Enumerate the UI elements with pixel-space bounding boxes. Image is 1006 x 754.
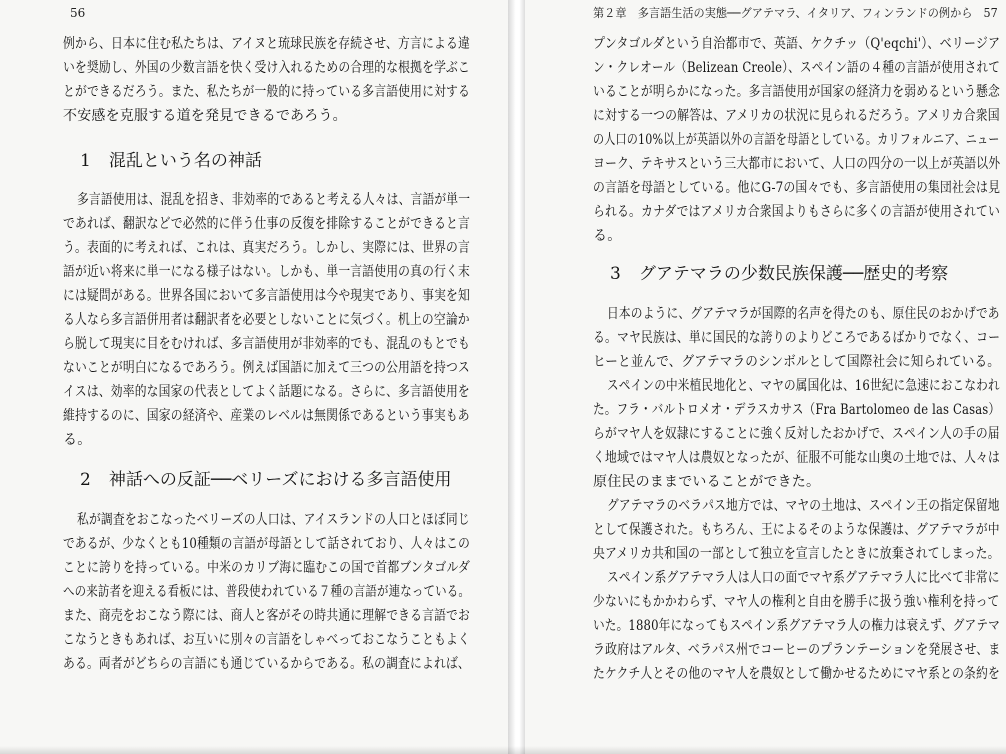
text-line: 原住民のままでいることができた。: [593, 474, 821, 490]
section-title: グアテマラの少数民族保護──歴史的考察: [638, 264, 949, 284]
text-line: ヨーク、テキサスという三大都市において、人口の四分の一以上が英語以外: [593, 156, 1001, 172]
text-line: られる。カナダではアメリカ合衆国よりもさらに多くの言語が使用されてい: [593, 204, 1001, 220]
text-line: の人口の10%以上が英語以外の言語を母語としている。カリフォルニア、ニュー: [593, 132, 1000, 148]
right-page: [525, 0, 1006, 754]
text-line: ら脱して現実に目をむければ、多言語使用が非効率的でも、混乱のもとでも: [63, 336, 471, 352]
text-line: ないことが明白になるであろう。例えば国語に加えて三つの公用語を持つス: [63, 360, 470, 376]
text-line: たケクチ人とその他のマヤ人を農奴として働かせるためにマヤ系との条約を: [593, 666, 1001, 682]
text-line: ヒーと並んで、グアテマラのシンボルとして国際社会に知られている。: [593, 354, 1000, 370]
page-bottom-edge: [0, 746, 1006, 754]
text-line: 不安感を克服する道を発見できるであろう。: [63, 108, 347, 124]
text-line: いることが明らかになった。多言語使用が国家の経済力を弱めるという懸念: [593, 84, 1001, 100]
page-number-right: 57: [983, 6, 998, 20]
section-heading-2: [80, 465, 451, 490]
text-line: として保護された。もちろん、王によるそのような保護は、グアテマラが中: [593, 522, 1000, 538]
section-heading-1: [80, 146, 262, 171]
text-line: 少ないにもかかわらず、マヤ人の権利と自由を勝手に扱う強い権利を持って: [593, 594, 1000, 610]
text-line: いた。1880年になってもスペイン系グアテマラ人の権力は衰えず、グアテマ: [593, 618, 1000, 634]
section-title: 神話への反証──ベリーズにおける多言語使用: [108, 470, 452, 490]
text-line: た。フラ・バルトロメオ・デラスカサス（Fra Bartolomeo de las Casas）: [593, 402, 1001, 418]
text-line: には疑問がある。世界各国において多言語使用は今や現実であり、事実を知: [63, 288, 471, 304]
text-line: く地域ではマヤ人は農奴となったが、征服不可能な山奥の土地では、人々は: [593, 450, 1001, 466]
text-line: スペイン系グアテマラ人は人口の面でマヤ系グアテマラ人に比べて非常に: [607, 570, 1000, 586]
text-line: また、商売をおこなう際には、商人と客がその時共通に理解できる言語でお: [63, 608, 471, 624]
text-line: る。マヤ民族は、単に国民的な誇りのよりどころであるばかりでなく、コー: [593, 330, 1001, 346]
text-line: ラ政府はアルタ、ベラパス州でコーヒーのプランテーションを発展させ、ま: [593, 642, 1001, 658]
text-line: 多言語使用は、混乱を招き、非効率的であると考える人々は、言語が単一: [77, 192, 471, 208]
text-line: の言語を母語としている。他にG-7の国々でも、多言語使用の集団社会は見: [593, 180, 1001, 196]
text-line: う。表面的に考えれば、これは、真実だろう。しかし、実際には、世界の言: [63, 240, 471, 256]
text-line: に対する一つの解答は、アメリカの状況に見られるだろう。アメリカ合衆国: [593, 108, 1000, 124]
section-heading-3: [610, 259, 948, 284]
text-line: スペインの中米植民地化と、マヤの属国化は、16世紀に急速におこなわれ: [607, 378, 1000, 394]
section-title: 混乱という名の神話: [108, 151, 262, 171]
text-line: ン・クレオール（Belizean Creole）、スペイン語の４種の言語が使用されて: [593, 60, 1001, 76]
text-line: 央アメリカ共和国の一部として独立を宣言したときに放棄されてしまった。: [593, 546, 1000, 562]
section-number: 1: [80, 151, 91, 171]
text-line: ことに誇りを持っている。中米のカリブ海に臨むこの国で首都ブンタゴルダ: [63, 560, 471, 576]
text-line: いを奨励し、外国の少数言語を快く受け入れるための合理的な根拠を学ぶこ: [63, 60, 471, 76]
text-line: 語が近い将来に単一になる様子はない。しかも、単一言語使用の真の行く末: [63, 264, 471, 280]
section-number: 2: [80, 470, 91, 490]
text-line: 例から、日本に住む私たちは、アイヌと琉球民族を存続させ、方言による違: [63, 36, 471, 52]
text-line: であれば、翻訳などで必然的に伴う仕事の反復を排除することができると言: [63, 216, 471, 232]
text-line: る人なら多言語併用者は翻訳者を必要としないことに気づく。机上の空論か: [63, 312, 470, 328]
text-line: らがマヤ人を奴隷にすることに強く反対したおかげで、スペイン人の手の届: [593, 426, 1000, 442]
section-number: 3: [610, 264, 621, 284]
text-line: 維持するのに、国家の経済や、産業のレベルは無関係であるという事実もあ: [63, 408, 470, 424]
text-line: への来訪者を迎える看板には、普段使われている７種の言語が連なっている。: [63, 584, 471, 600]
text-line: 私が調査をおこなったベリーズの人口は、アイスランドの人口とほぼ同じ: [77, 512, 470, 528]
text-line: プンタゴルダという自治都市で、英語、ケクチッ（Q'eqchi'）、ベリージア: [593, 36, 1001, 52]
text-line: 日本のように、グアテマラが国際的名声を得たのも、原住民のおかげであ: [607, 306, 1000, 322]
text-line: る。: [593, 228, 622, 244]
text-line: であるが、少なくとも10種類の言語が母語として話されており、人々はこの: [63, 536, 470, 552]
text-line: こなうときもあれば、お互いに別々の言語をしゃべっておこなうこともよく: [63, 632, 471, 648]
text-line: ある。両者がどちらの言語にも通じているからである。私の調査によれば、: [63, 656, 470, 672]
page-number-left: 56: [70, 6, 86, 20]
running-head: [593, 4, 998, 21]
text-line: る。: [63, 432, 92, 448]
text-line: イスは、効率的な国家の代表としてよく話題になる。さらに、多言語使用を: [63, 384, 470, 400]
text-line: グアテマラのベラパス地方では、マヤの土地は、スペイン王の指定保留地: [607, 498, 1000, 514]
running-head-title: 第２章 多言語生活の実態──グアテマラ、イタリア、フィンランドの例から: [593, 6, 973, 20]
text-line: とができるだろう。また、私たちが一般的に持っている多言語使用に対する: [63, 84, 471, 100]
